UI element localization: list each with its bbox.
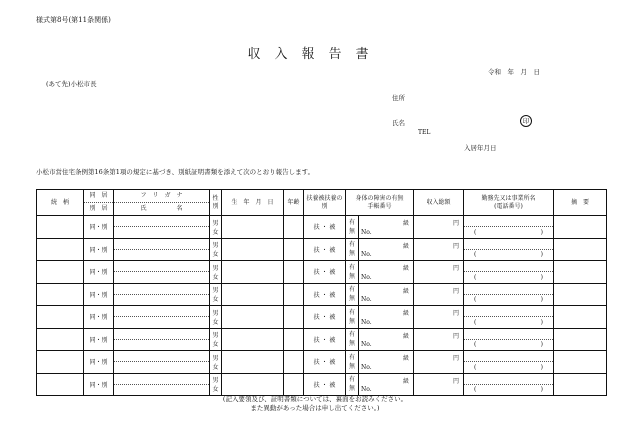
- remarks-cell[interactable]: [554, 261, 607, 284]
- age-cell[interactable]: [284, 283, 304, 306]
- header-relation: 続 柄: [37, 190, 84, 216]
- cohabit-cell[interactable]: 同・別: [84, 373, 114, 396]
- dependent-cell[interactable]: 扶 ・ 被: [304, 238, 346, 261]
- dependent-cell[interactable]: 扶 ・ 被: [304, 216, 346, 239]
- furigana-name-cell[interactable]: [114, 261, 210, 284]
- header-sex: 性別: [210, 190, 222, 216]
- table-row: [37, 306, 607, 329]
- relation-cell[interactable]: [37, 238, 84, 261]
- birth-date-cell[interactable]: [222, 328, 284, 351]
- table-row: [37, 216, 607, 239]
- income-cell[interactable]: 円: [414, 216, 464, 239]
- income-cell[interactable]: 円: [414, 373, 464, 396]
- disability-cell[interactable]: 有 無 級 No.: [346, 238, 414, 261]
- addressee: (あて先)小松市長: [46, 80, 97, 88]
- furigana-name-cell[interactable]: [114, 216, 210, 239]
- sex-cell[interactable]: 男 女: [210, 306, 222, 329]
- dependent-cell[interactable]: 扶 ・ 被: [304, 261, 346, 284]
- age-cell[interactable]: [284, 306, 304, 329]
- age-cell[interactable]: [284, 328, 304, 351]
- relation-cell[interactable]: [37, 351, 84, 374]
- dependent-cell[interactable]: 扶 ・ 被: [304, 328, 346, 351]
- disability-cell[interactable]: 有 無 級 No.: [346, 373, 414, 396]
- relation-cell[interactable]: [37, 261, 84, 284]
- income-cell[interactable]: 円: [414, 283, 464, 306]
- birth-date-cell[interactable]: [222, 261, 284, 284]
- birth-date-cell[interactable]: [222, 283, 284, 306]
- furigana-name-cell[interactable]: [114, 238, 210, 261]
- table-row: [37, 328, 607, 351]
- remarks-cell[interactable]: [554, 306, 607, 329]
- table-row: [37, 238, 607, 261]
- sex-cell[interactable]: 男 女: [210, 283, 222, 306]
- header-dependent: 扶養被扶養の別: [304, 190, 346, 216]
- dependent-cell[interactable]: 扶 ・ 被: [304, 306, 346, 329]
- birth-date-cell[interactable]: [222, 216, 284, 239]
- table-header-row: [37, 190, 607, 216]
- age-cell[interactable]: [284, 373, 304, 396]
- address-label: 住所: [392, 94, 405, 102]
- header-cohabit: 同 居 別 居: [84, 190, 114, 216]
- sex-cell[interactable]: 男 女: [210, 216, 222, 239]
- date-line: 令和 年 月 日: [488, 68, 540, 76]
- sex-cell[interactable]: 男 女: [210, 373, 222, 396]
- employer-cell[interactable]: ( ): [464, 328, 554, 351]
- birth-date-cell[interactable]: [222, 351, 284, 374]
- table-row: [37, 373, 607, 396]
- income-cell[interactable]: 円: [414, 261, 464, 284]
- birth-date-cell[interactable]: [222, 306, 284, 329]
- disability-cell[interactable]: 有 無 級 No.: [346, 351, 414, 374]
- relation-cell[interactable]: [37, 283, 84, 306]
- header-age: 年齢: [284, 190, 304, 216]
- cohabit-cell[interactable]: 同・別: [84, 328, 114, 351]
- document-title: 収入報告書: [247, 47, 383, 62]
- furigana-name-cell[interactable]: [114, 283, 210, 306]
- remarks-cell[interactable]: [554, 238, 607, 261]
- sex-cell[interactable]: 男 女: [210, 238, 222, 261]
- furigana-name-cell[interactable]: [114, 351, 210, 374]
- income-cell[interactable]: 円: [414, 351, 464, 374]
- sex-cell[interactable]: 男 女: [210, 351, 222, 374]
- table-row: [37, 261, 607, 284]
- intro-text: 小松市営住宅条例第16条第1項の規定に基づき、別紙証明書類を添えて次のとおり報告します。: [36, 168, 315, 176]
- employer-cell[interactable]: ( ): [464, 373, 554, 396]
- furigana-name-cell[interactable]: [114, 306, 210, 329]
- employer-cell[interactable]: ( ): [464, 351, 554, 374]
- disability-cell[interactable]: 有 無 級 No.: [346, 216, 414, 239]
- cohabit-cell[interactable]: 同・別: [84, 216, 114, 239]
- header-furigana-name: フ リ ガ ナ 氏 名: [114, 190, 210, 216]
- relation-cell[interactable]: [37, 373, 84, 396]
- employer-cell[interactable]: ( ): [464, 261, 554, 284]
- relation-cell[interactable]: [37, 216, 84, 239]
- birth-date-cell[interactable]: [222, 238, 284, 261]
- remarks-cell[interactable]: [554, 283, 607, 306]
- footer-note-line: また異動があった場合は申し出てください。): [250, 403, 380, 412]
- header-remarks: 摘 要: [554, 190, 607, 216]
- header-birth-date: 生 年 月 日: [222, 190, 284, 216]
- employer-cell[interactable]: ( ): [464, 216, 554, 239]
- employer-cell[interactable]: ( ): [464, 238, 554, 261]
- footer-notes: [0, 395, 630, 412]
- dependent-cell[interactable]: 扶 ・ 被: [304, 283, 346, 306]
- employer-cell[interactable]: ( ): [464, 283, 554, 306]
- income-cell[interactable]: 円: [414, 238, 464, 261]
- cohabit-cell[interactable]: 同・別: [84, 351, 114, 374]
- relation-cell[interactable]: [37, 328, 84, 351]
- income-cell[interactable]: 円: [414, 306, 464, 329]
- cohabit-cell[interactable]: 同・別: [84, 306, 114, 329]
- header-employer: 勤務先又は事業所名 (電話番号): [464, 190, 554, 216]
- sex-cell[interactable]: 男 女: [210, 328, 222, 351]
- header-disability: 身体の障害の有無 手帳番号: [346, 190, 414, 216]
- remarks-cell[interactable]: [554, 351, 607, 374]
- income-report-table: [36, 189, 607, 396]
- seal-mark: 印: [520, 115, 532, 127]
- remarks-cell[interactable]: [554, 373, 607, 396]
- disability-cell[interactable]: 有 無 級 No.: [346, 306, 414, 329]
- dependent-cell[interactable]: 扶 ・ 被: [304, 351, 346, 374]
- furigana-name-cell[interactable]: [114, 328, 210, 351]
- table-row: [37, 283, 607, 306]
- table-row: [37, 351, 607, 374]
- income-cell[interactable]: 円: [414, 328, 464, 351]
- age-cell[interactable]: [284, 351, 304, 374]
- name-label: 氏名: [392, 119, 405, 127]
- cohabit-cell[interactable]: 同・別: [84, 238, 114, 261]
- age-cell[interactable]: [284, 261, 304, 284]
- age-cell[interactable]: [284, 238, 304, 261]
- furigana-name-cell[interactable]: [114, 373, 210, 396]
- cohabit-cell[interactable]: 同・別: [84, 283, 114, 306]
- disability-cell[interactable]: 有 無 級 No.: [346, 283, 414, 306]
- tel-label: TEL: [418, 129, 431, 136]
- sex-cell[interactable]: 男 女: [210, 261, 222, 284]
- header-income: 収入総額: [414, 190, 464, 216]
- disability-cell[interactable]: 有 無 級 No.: [346, 261, 414, 284]
- age-cell[interactable]: [284, 216, 304, 239]
- dependent-cell[interactable]: 扶 ・ 被: [304, 373, 346, 396]
- relation-cell[interactable]: [37, 306, 84, 329]
- footer-note-line: (記入要領及び、証明書類については、裏面をお読みください。: [222, 395, 408, 403]
- remarks-cell[interactable]: [554, 328, 607, 351]
- remarks-cell[interactable]: [554, 216, 607, 239]
- move-in-date-label: 入居年月日: [464, 144, 497, 152]
- form-number-label: 様式第8号(第11条関係): [36, 16, 111, 24]
- employer-cell[interactable]: ( ): [464, 306, 554, 329]
- birth-date-cell[interactable]: [222, 373, 284, 396]
- disability-cell[interactable]: 有 無 級 No.: [346, 328, 414, 351]
- cohabit-cell[interactable]: 同・別: [84, 261, 114, 284]
